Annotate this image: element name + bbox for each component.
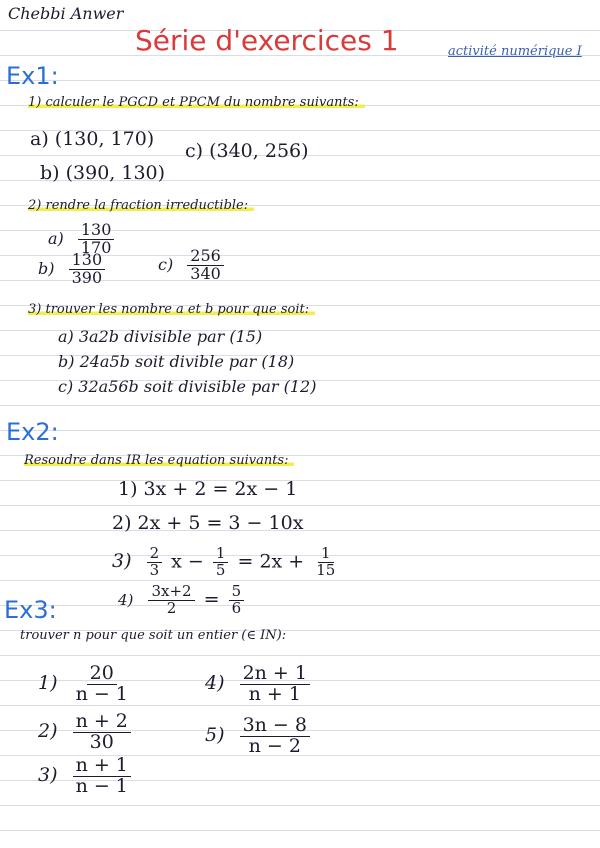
denominator: 3 bbox=[149, 560, 160, 579]
ex1-q3-c: c) 32a56b soit divisible par (12) bbox=[58, 377, 317, 396]
fraction bbox=[187, 248, 224, 283]
ex3-item-label: 4) bbox=[205, 672, 225, 695]
ex1-q2-b-label: b) bbox=[38, 258, 55, 278]
ex3-item-label: 5) bbox=[205, 724, 225, 747]
numerator: 3n − 8 bbox=[240, 716, 310, 737]
denominator: n − 1 bbox=[75, 774, 128, 797]
numerator: 256 bbox=[187, 248, 224, 266]
ex2-heading: Ex2: bbox=[6, 418, 59, 446]
numerator: n + 1 bbox=[73, 756, 131, 777]
ex1-heading: Ex1: bbox=[6, 62, 59, 90]
numerator: 3x+2 bbox=[148, 584, 194, 601]
ex1-q1-b: b) (390, 130) bbox=[40, 162, 166, 184]
denominator: n − 1 bbox=[75, 682, 128, 705]
fraction bbox=[148, 584, 194, 617]
fraction bbox=[313, 546, 338, 579]
fraction bbox=[73, 664, 131, 705]
ex2-e4-equals: = bbox=[203, 588, 220, 611]
denominator: 5 bbox=[215, 560, 226, 579]
ex3-item-label: 2) bbox=[38, 720, 58, 743]
ex1-q1-instruction: 1) calculer le PGCD et PPCM du nombre suivants: bbox=[28, 95, 365, 110]
denominator: 6 bbox=[231, 598, 242, 617]
ex3-item-1 bbox=[38, 664, 134, 705]
fraction bbox=[147, 546, 163, 579]
ex1-q2-b bbox=[38, 252, 108, 287]
numerator: 130 bbox=[69, 252, 106, 270]
numerator: 2n + 1 bbox=[240, 664, 310, 685]
author-name: Chebbi Anwer bbox=[8, 4, 124, 23]
numerator: 20 bbox=[87, 664, 117, 685]
ex2-instruction: Resoudre dans IR les equation suivants: bbox=[24, 453, 294, 468]
numerator: 1 bbox=[213, 546, 229, 563]
numerator: 130 bbox=[78, 222, 115, 240]
ex2-equation-4 bbox=[118, 584, 247, 617]
ex3-item-5 bbox=[205, 716, 313, 757]
numerator: n + 2 bbox=[73, 712, 131, 733]
ex1-q2-a-label: a) bbox=[48, 228, 64, 248]
numerator: 2 bbox=[147, 546, 163, 563]
denominator: 390 bbox=[71, 267, 103, 287]
ex2-equation-1: 1) 3x + 2 = 2x − 1 bbox=[118, 478, 298, 500]
ex2-e4-label: 4) bbox=[118, 591, 134, 610]
ex2-equation-3 bbox=[112, 546, 341, 579]
ex3-item-2 bbox=[38, 712, 134, 753]
ex2-e3-term: = 2x + bbox=[237, 550, 305, 573]
ex3-heading: Ex3: bbox=[4, 596, 57, 624]
fraction bbox=[240, 664, 310, 705]
ex1-q3-a: a) 3a2b divisible par (15) bbox=[58, 327, 263, 346]
ex2-equation-2: 2) 2x + 5 = 3 − 10x bbox=[112, 512, 304, 534]
fraction bbox=[73, 712, 131, 753]
ex1-q1-c: c) (340, 256) bbox=[185, 140, 309, 162]
denominator: 2 bbox=[166, 598, 177, 617]
numerator: 5 bbox=[229, 584, 245, 601]
fraction bbox=[69, 252, 106, 287]
page-subtitle: activité numérique I bbox=[448, 44, 582, 59]
denominator: n − 2 bbox=[248, 734, 301, 757]
ex3-item-label: 1) bbox=[38, 672, 58, 695]
ex3-instruction: trouver n pour que soit un entier (∈ IN): bbox=[20, 628, 287, 643]
denominator: 340 bbox=[190, 263, 221, 283]
ex3-item-4 bbox=[205, 664, 313, 705]
ex1-q2-c-label: c) bbox=[158, 254, 174, 274]
fraction bbox=[240, 716, 310, 757]
ex2-e3-term: x − bbox=[171, 550, 204, 573]
ex1-q3-instruction: 3) trouver les nombre a et b pour que soit: bbox=[28, 302, 315, 317]
denominator: 15 bbox=[316, 560, 336, 579]
ex1-q2-instruction: 2) rendre la fraction irreductible: bbox=[28, 198, 254, 213]
ex1-q1-a: a) (130, 170) bbox=[30, 128, 155, 150]
ex3-item-label: 3) bbox=[38, 764, 58, 787]
page-title: Série d'exercices 1 bbox=[135, 24, 399, 57]
numerator: 1 bbox=[318, 546, 334, 563]
fraction bbox=[229, 584, 245, 617]
denominator: 170 bbox=[80, 237, 112, 257]
ex2-e3-label: 3) bbox=[112, 550, 132, 573]
ex1-q2-c bbox=[158, 248, 227, 283]
denominator: n + 1 bbox=[248, 682, 301, 705]
ex3-item-3 bbox=[38, 756, 134, 797]
denominator: 30 bbox=[89, 730, 114, 753]
fraction bbox=[213, 546, 229, 579]
ex1-q3-b: b) 24a5b soit divible par (18) bbox=[58, 352, 295, 371]
fraction bbox=[73, 756, 131, 797]
